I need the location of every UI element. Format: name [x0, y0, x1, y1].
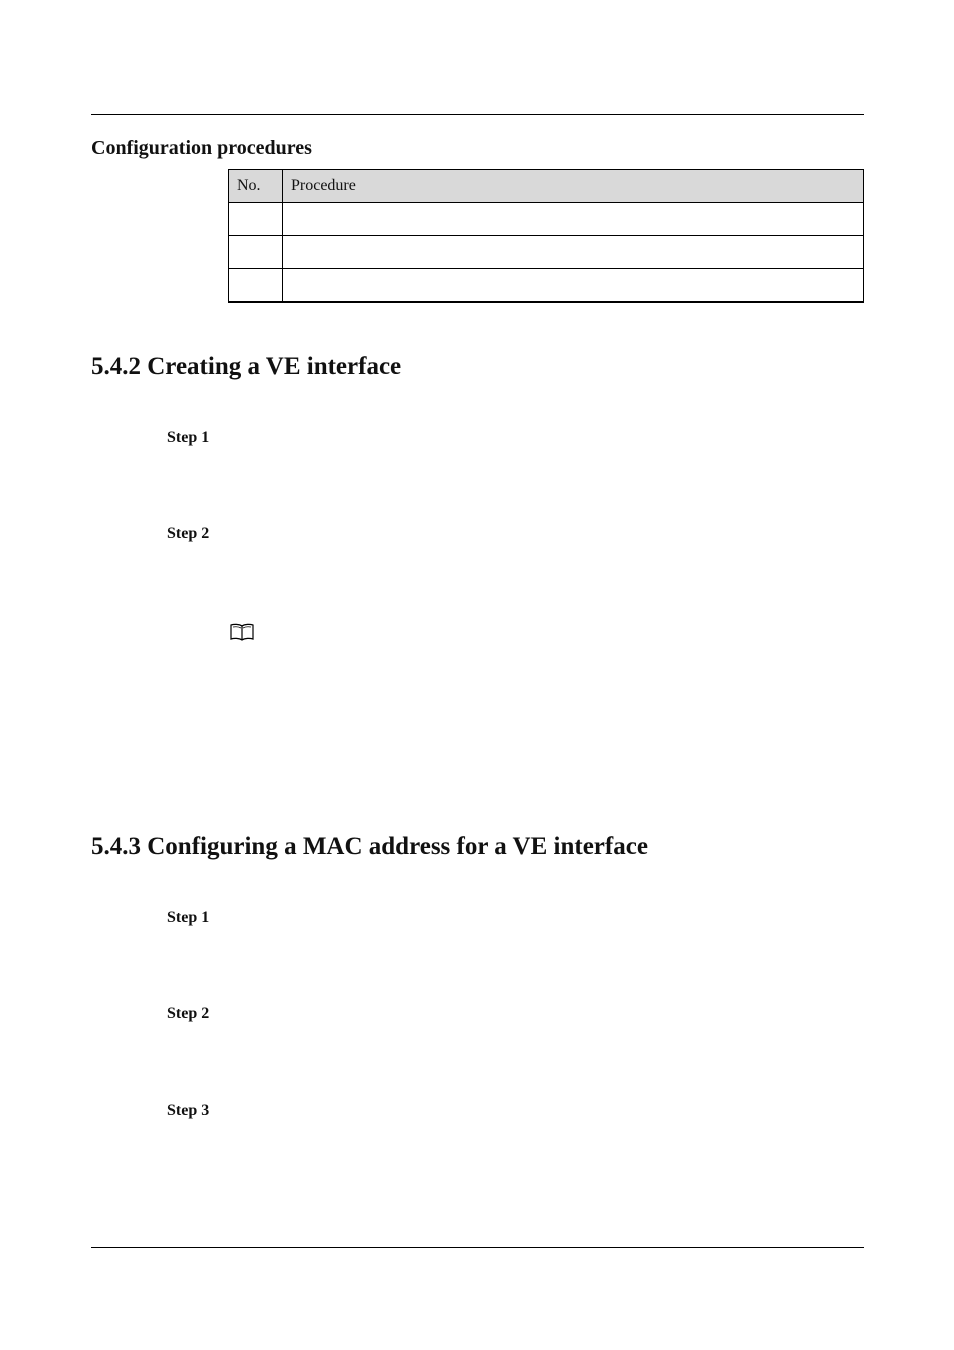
table-row	[229, 269, 864, 302]
step-label: Step 1	[167, 909, 210, 926]
step-label: Step 2	[167, 1005, 210, 1022]
table-cell-procedure	[283, 203, 864, 236]
table-header-row	[229, 170, 864, 203]
table-cell-procedure	[283, 269, 864, 302]
table-cell-no	[229, 203, 283, 236]
table-cell-no	[229, 269, 283, 302]
header-rule	[91, 114, 864, 115]
section-title-creating-ve: 5.4.2 Creating a VE interface	[91, 353, 402, 380]
table-row	[229, 236, 864, 269]
book-icon	[229, 622, 255, 642]
table-header-no: No.	[229, 170, 283, 203]
config-procedures-heading: Configuration procedures	[91, 137, 312, 159]
table-row	[229, 203, 864, 236]
table-header-procedure: Procedure	[283, 170, 864, 203]
footer-rule	[91, 1247, 864, 1248]
procedure-table	[228, 169, 864, 303]
table-cell-no	[229, 236, 283, 269]
step-label: Step 1	[167, 429, 210, 446]
section-title-configuring-mac: 5.4.3 Configuring a MAC address for a VE interface	[91, 833, 648, 860]
step-label: Step 3	[167, 1102, 210, 1119]
step-label: Step 2	[167, 525, 210, 542]
table-cell-procedure	[283, 236, 864, 269]
